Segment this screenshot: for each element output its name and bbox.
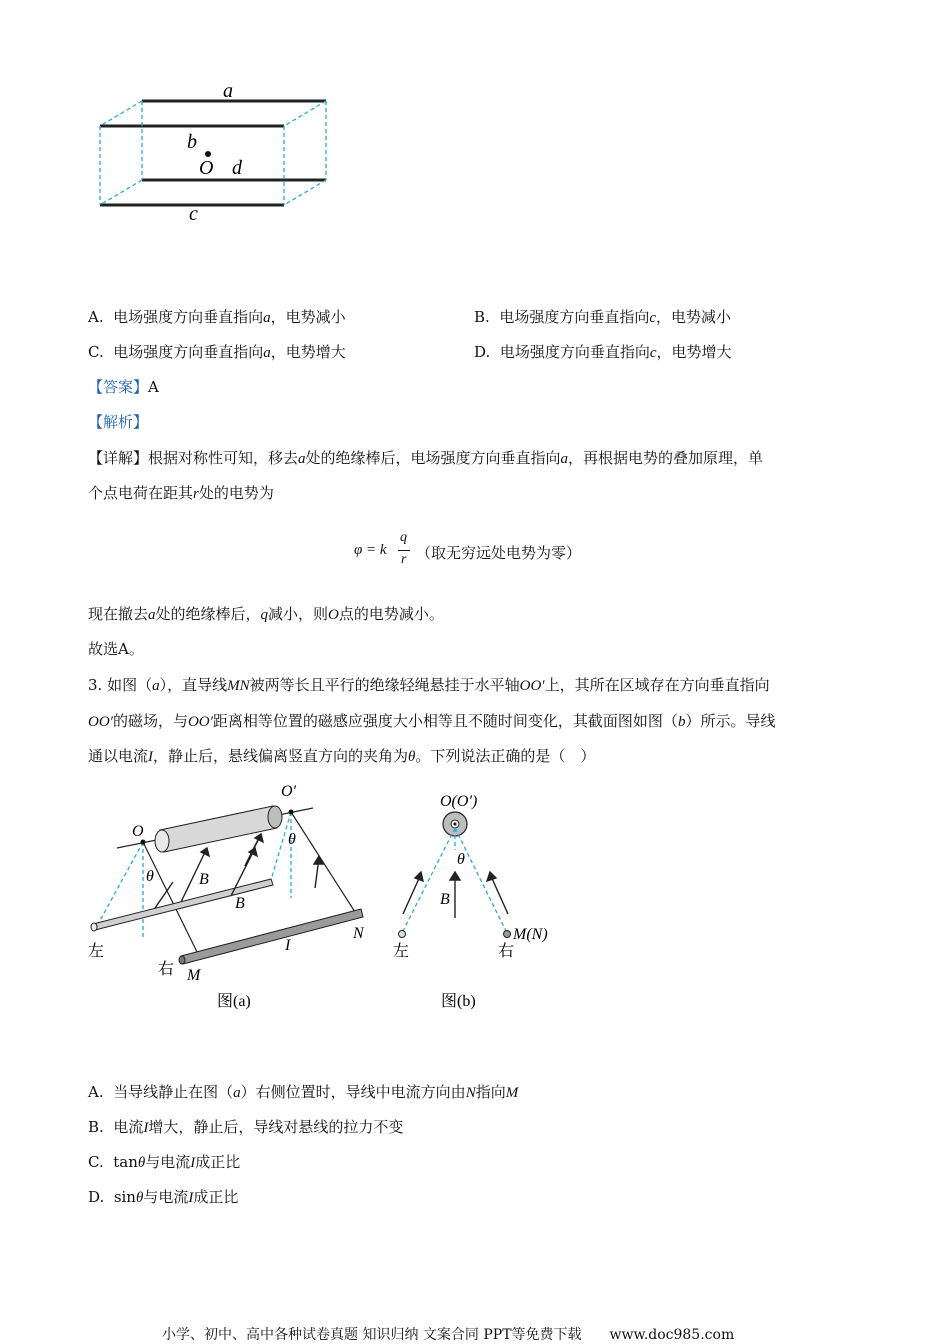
formula-lhs: φ = k bbox=[354, 542, 387, 558]
formula-numerator: q bbox=[400, 530, 407, 545]
label-d: d bbox=[232, 157, 242, 179]
caption-a: 图(a) bbox=[217, 993, 251, 1010]
label-left: 左 bbox=[393, 943, 410, 960]
option-var: c bbox=[649, 310, 657, 326]
caption-b: 图(b) bbox=[441, 993, 476, 1010]
q3-option-a[interactable] bbox=[88, 1081, 518, 1102]
var: θ bbox=[137, 1155, 146, 1171]
label-left: 左 bbox=[88, 943, 105, 960]
text: ，再根据电势的叠加原理，单 bbox=[568, 449, 764, 467]
q3-line-1 bbox=[88, 674, 770, 695]
q3-option-d[interactable] bbox=[88, 1186, 238, 1207]
label-right: 右 bbox=[498, 943, 515, 960]
label-i: I bbox=[285, 937, 291, 954]
q3-option-b[interactable] bbox=[88, 1116, 403, 1137]
answer-value: A bbox=[148, 378, 159, 396]
var: OO′ bbox=[187, 714, 213, 730]
detail-line-1 bbox=[88, 447, 763, 468]
q3-line-2 bbox=[88, 710, 775, 731]
figure-rods-box bbox=[90, 80, 340, 230]
text: sin bbox=[113, 1188, 136, 1206]
option-letter: A. bbox=[88, 1083, 104, 1101]
text: ），直导线 bbox=[159, 676, 228, 694]
option-text: 电场强度方向垂直指向 bbox=[113, 308, 264, 326]
text: 成正比 bbox=[195, 1153, 241, 1171]
text: 3. 如图（ bbox=[88, 676, 153, 694]
q2-option-b[interactable] bbox=[474, 306, 731, 327]
text: tan bbox=[113, 1153, 138, 1171]
label-m: M bbox=[187, 967, 201, 984]
text: 根据对称性可知，移去 bbox=[148, 449, 299, 467]
text: ）右侧位置时，导线中电流方向由 bbox=[240, 1083, 466, 1101]
text: 的磁场，与 bbox=[112, 712, 188, 730]
text: 处的绝缘棒后，电场强度方向垂直指向 bbox=[305, 449, 561, 467]
var: r bbox=[193, 486, 199, 502]
label-b: B bbox=[440, 891, 450, 908]
text: 与电流 bbox=[143, 1188, 189, 1206]
label-m-n: M(N) bbox=[513, 926, 548, 943]
var: N bbox=[465, 1085, 476, 1101]
text: 现在撤去 bbox=[88, 605, 149, 623]
option-var: a bbox=[263, 310, 271, 326]
text: 上，其所在区域存在方向垂直指向 bbox=[544, 676, 770, 694]
answer-line bbox=[88, 376, 159, 397]
option-letter: B. bbox=[88, 1118, 104, 1136]
var: I bbox=[148, 749, 154, 765]
answer-tag: 【答案】 bbox=[88, 378, 149, 396]
label-o-prime: O′ bbox=[281, 783, 297, 800]
option-letter: D. bbox=[474, 343, 491, 361]
var: a bbox=[233, 1085, 241, 1101]
var: I bbox=[190, 1155, 196, 1171]
option-letter: B. bbox=[474, 308, 490, 326]
label-c: c bbox=[189, 203, 198, 225]
text: 指向 bbox=[475, 1083, 506, 1101]
text: 个点电荷在距其 bbox=[88, 484, 194, 502]
text: 减小，则 bbox=[268, 605, 329, 623]
var: b bbox=[677, 714, 686, 730]
var: a bbox=[152, 678, 160, 694]
analysis-tag: 【解析】 bbox=[88, 413, 149, 431]
formula-denominator: r bbox=[401, 552, 407, 567]
var: MN bbox=[227, 678, 250, 694]
text: 增大，静止后，导线对悬线的拉力不变 bbox=[148, 1118, 404, 1136]
text: 被两等长且平行的绝缘轻绳悬挂于水平轴 bbox=[249, 676, 520, 694]
q2-option-a[interactable] bbox=[88, 306, 346, 327]
var: a bbox=[148, 607, 156, 623]
text: 通以电流 bbox=[88, 747, 149, 765]
text: 当导线静止在图（ bbox=[113, 1083, 234, 1101]
label-b-1: B bbox=[199, 871, 209, 888]
conclusion-line bbox=[88, 603, 444, 624]
label-n: N bbox=[353, 925, 364, 942]
var: OO′ bbox=[88, 714, 113, 730]
var: I bbox=[188, 1190, 194, 1206]
text: 处的电势为 bbox=[198, 484, 274, 502]
page-footer[interactable]: 小学、初中、高中各种试卷真题 知识归纳 文案合同 PPT等免费下载 www.doc985.com bbox=[162, 1327, 735, 1343]
text: 处的绝缘棒后， bbox=[155, 605, 261, 623]
option-text: 电场强度方向垂直指向 bbox=[113, 343, 264, 361]
detail-tag: 【详解】 bbox=[88, 449, 149, 467]
option-text: ，电势增大 bbox=[656, 343, 732, 361]
fraction-bar bbox=[398, 550, 410, 551]
var: θ bbox=[408, 749, 416, 765]
option-letter: A. bbox=[88, 308, 104, 326]
option-text: ，电势减小 bbox=[656, 308, 732, 326]
text: 。下列说法正确的是（ ） bbox=[415, 747, 596, 765]
option-letter: C. bbox=[88, 343, 104, 361]
var: OO′ bbox=[519, 678, 545, 694]
label-b: b bbox=[187, 131, 197, 153]
q2-option-c[interactable] bbox=[88, 341, 346, 362]
text: 成正比 bbox=[193, 1188, 239, 1206]
var: a bbox=[560, 451, 569, 467]
label-theta: θ bbox=[457, 851, 465, 868]
label-o: O bbox=[132, 823, 144, 840]
detail-line-2 bbox=[88, 482, 274, 503]
text: ，静止后，悬线偏离竖直方向的夹角为 bbox=[153, 747, 409, 765]
option-letter: D. bbox=[88, 1188, 105, 1206]
text: ）所示。导线 bbox=[685, 712, 776, 730]
q2-option-d[interactable] bbox=[474, 341, 732, 362]
var: q bbox=[260, 607, 269, 623]
option-text: ，电势增大 bbox=[270, 343, 346, 361]
text: 电流 bbox=[113, 1118, 144, 1136]
var: I bbox=[143, 1120, 149, 1136]
var: O bbox=[328, 607, 339, 623]
text: 点的电势减小。 bbox=[338, 605, 444, 623]
label-a: a bbox=[223, 80, 233, 102]
text: 与电流 bbox=[145, 1153, 191, 1171]
label-right: 右 bbox=[158, 961, 175, 978]
option-text: ，电势减小 bbox=[270, 308, 346, 326]
label-o: O bbox=[199, 157, 214, 179]
label-theta-2: θ bbox=[288, 831, 296, 848]
label-b-2: B bbox=[235, 895, 245, 912]
label-theta-1: θ bbox=[146, 868, 154, 885]
option-text: 电场强度方向垂直指向 bbox=[499, 343, 650, 361]
option-letter: C. bbox=[88, 1153, 104, 1171]
q3-option-c[interactable] bbox=[88, 1151, 240, 1172]
label-o-o-prime: O(O′) bbox=[440, 793, 478, 810]
option-var: a bbox=[263, 345, 271, 361]
figure-b bbox=[385, 788, 565, 1018]
var: θ bbox=[135, 1190, 144, 1206]
final-choice: 故选A。 bbox=[88, 640, 144, 658]
var: a bbox=[298, 451, 306, 467]
var: M bbox=[505, 1085, 519, 1101]
figure-a bbox=[85, 778, 385, 1018]
q3-line-3 bbox=[88, 745, 595, 766]
option-var: c bbox=[649, 345, 657, 361]
formula-note: （取无穷远处电势为零） bbox=[416, 544, 582, 562]
option-text: 电场强度方向垂直指向 bbox=[499, 308, 650, 326]
text: 距离相等位置的磁感应强度大小相等且不随时间变化，其截面图如图（ bbox=[212, 712, 678, 730]
